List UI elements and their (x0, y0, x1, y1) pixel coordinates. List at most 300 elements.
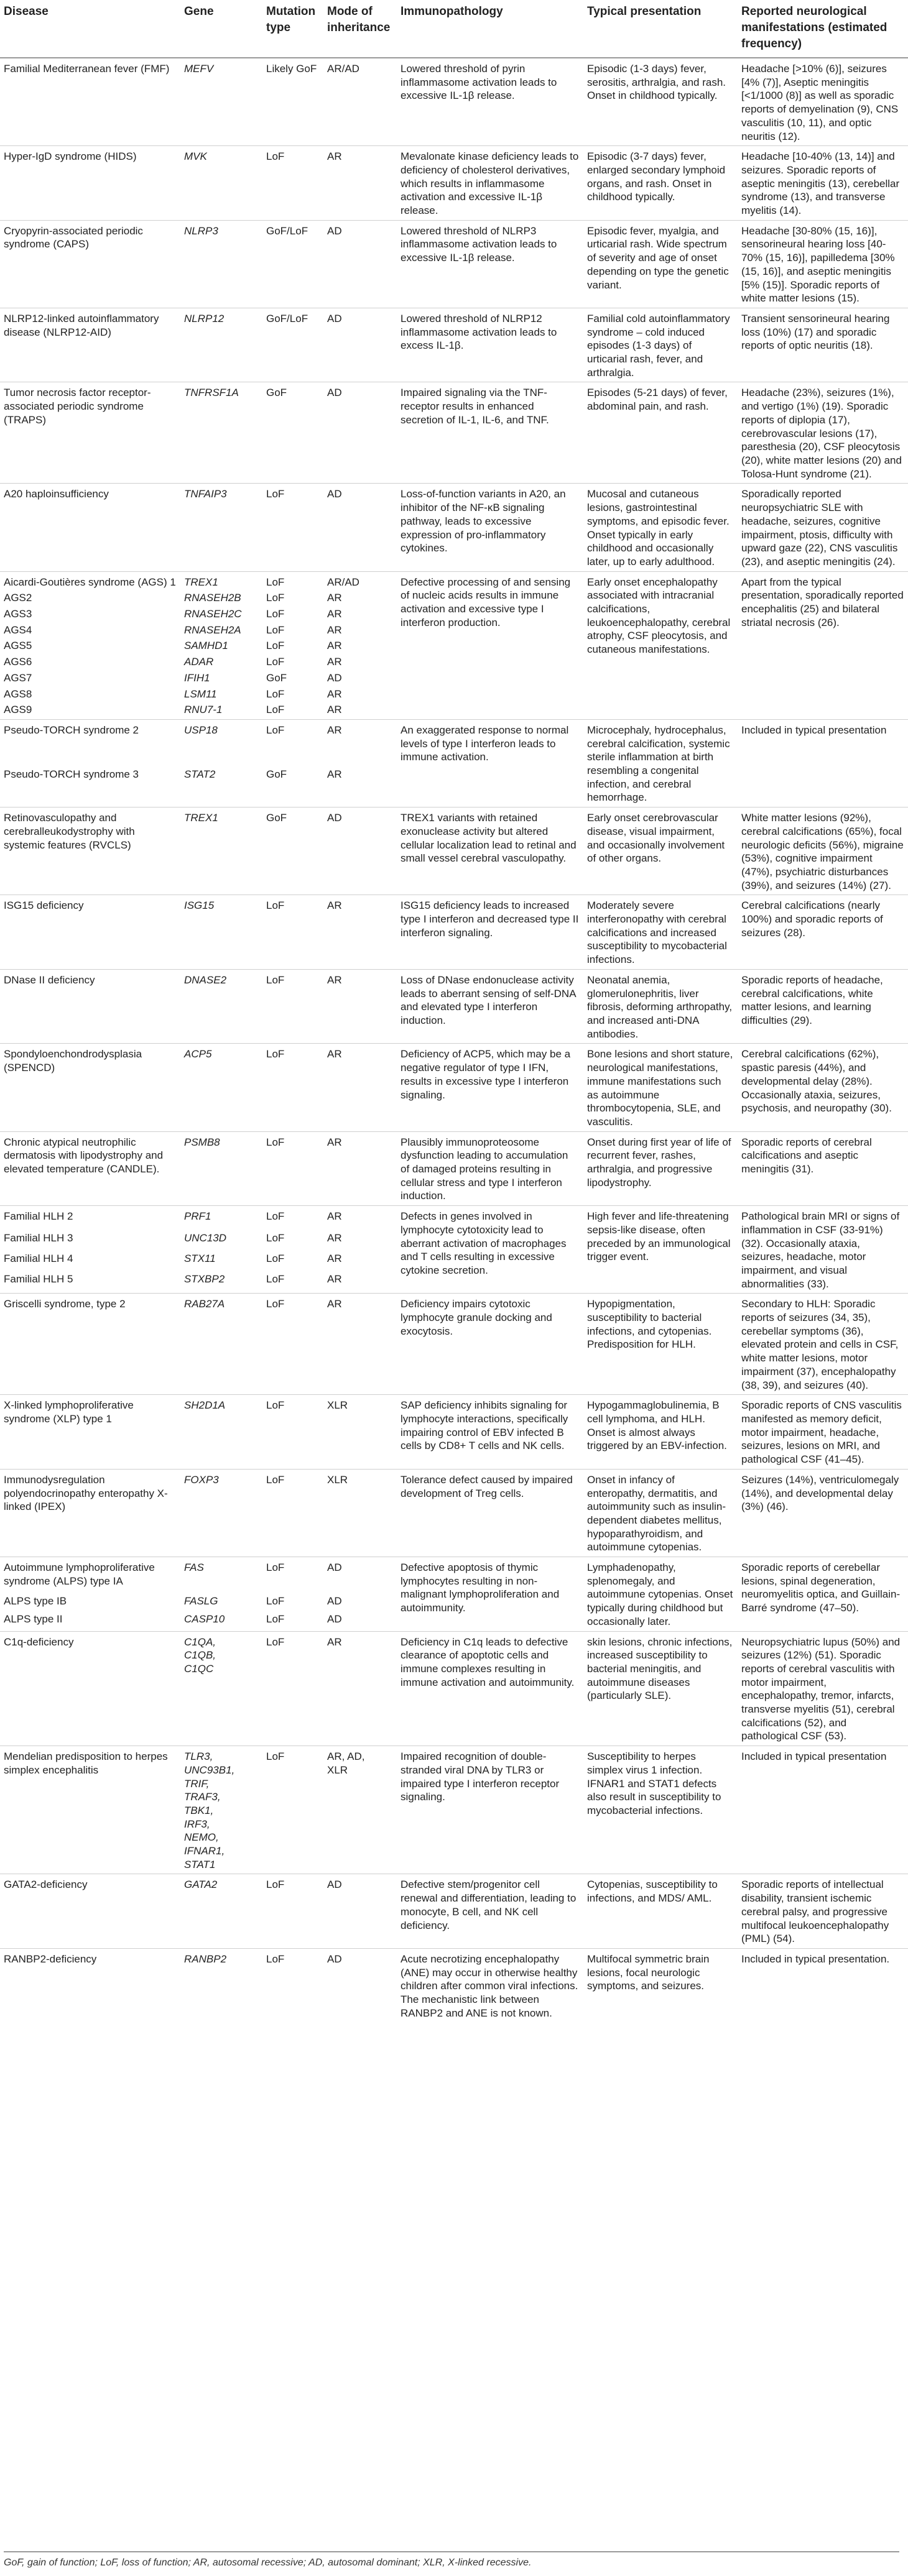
gene-cell-text: FAS (184, 1562, 204, 1574)
neuro-cell (738, 719, 908, 807)
presentation-cell (583, 1949, 738, 2023)
mutation-cell-text: LoF (266, 1953, 285, 1965)
inheritance-cell-text: AR (327, 1048, 342, 1060)
immunopathology-cell-text: Impaired recognition of double-stranded viral DNA by TLR3 or impaired type I interferon receptor signaling. (401, 1750, 560, 1803)
gene-cell-text: UNC93B1, (184, 1764, 235, 1776)
gene-cell-text: TRIF, (184, 1777, 210, 1790)
disease-cell-text: ALPS type II (4, 1613, 63, 1626)
mutation-cell (262, 719, 323, 768)
immunopathology-cell-text: Defects in genes involved in lymphocyte cytotoxicity lead to aberrant activation of macrophages and T cells resulting in excessive cytokine secretion. (401, 1210, 567, 1276)
presentation-cell (583, 1044, 738, 1131)
presentation-cell (583, 807, 738, 895)
gene-cell (180, 1044, 262, 1131)
inheritance-cell-text: AR (327, 1635, 342, 1648)
disease-cell (0, 1252, 180, 1272)
presentation-cell-text: Cytopenias, susceptibility to infections, and MDS/ AML. (587, 1879, 718, 1905)
mutation-cell-text: GoF (266, 768, 287, 781)
presentation-cell-text: Onset in infancy of enteropathy, dermatitis, and autoimmunity such as insulin-dependent diabetes mellitus, hypoparathyroidism, and autoimmune cytopenias. (587, 1473, 726, 1553)
disease-cell (0, 1631, 180, 1746)
gene-cell-text: RNASEH2C (184, 608, 242, 620)
presentation-cell-text: Episodic (3-7 days) fever, enlarged secondary lymphoid organs, and rash. Onset in childhood typically. (587, 150, 726, 203)
inheritance-cell (323, 382, 397, 484)
gene-cell (180, 1949, 262, 2023)
inheritance-cell (323, 1395, 397, 1470)
gene-cell-text: NLRP12 (184, 312, 225, 324)
inheritance-cell-text: AR (327, 973, 342, 986)
presentation-cell-text: Moderately severe interferonopathy with cerebral calcifications and increased susceptibility to mycobacterial infections. (587, 899, 727, 966)
immunopathology-cell (397, 308, 583, 382)
inheritance-cell-text: AR (327, 768, 342, 781)
disease-cell-text: Immunodysregulation polyendocrinopathy enteropathy X-linked (IPEX) (4, 1473, 168, 1513)
inheritance-cell (323, 1294, 397, 1395)
disease-cell-text: AGS3 (4, 608, 32, 620)
presentation-cell-text: Hypogammaglobulinemia, B cell lymphoma, and HLH. Onset is almost always triggered by an EBV-infection. (587, 1399, 727, 1452)
disease-cell-text: RANBP2-deficiency (4, 1953, 97, 1965)
disease-cell-text: ISG15 deficiency (4, 899, 84, 912)
immunopathology-cell (397, 1631, 583, 1746)
inheritance-cell (323, 768, 397, 807)
gene-cell-text: RANBP2 (184, 1953, 227, 1965)
inheritance-cell (323, 895, 397, 970)
inheritance-cell (323, 591, 397, 607)
presentation-cell (583, 1469, 738, 1557)
inheritance-cell-text: AD (327, 488, 342, 500)
mutation-cell (262, 591, 323, 607)
mutation-cell (262, 1949, 323, 2023)
immunopathology-cell-text: Defective processing of and sensing of nucleic acids results in immune activation and excessive type I interferon production. (401, 576, 571, 628)
gene-cell (180, 58, 262, 146)
gene-cell-text: TREX1 (184, 812, 218, 824)
mutation-cell (262, 768, 323, 807)
disease-cell (0, 688, 180, 704)
mutation-cell (262, 146, 323, 221)
mutation-cell (262, 1631, 323, 1746)
neuro-cell (738, 571, 908, 719)
mutation-cell (262, 308, 323, 382)
inheritance-cell-text: XLR (327, 1399, 348, 1412)
neuro-cell (738, 1044, 908, 1131)
immunopathology-cell-text: Lowered threshold of pyrin inflammasome activation leads to excessive IL-1β release. (401, 63, 557, 102)
table-row (0, 895, 908, 970)
immunopathology-cell (397, 1746, 583, 1874)
inheritance-cell (323, 1131, 397, 1206)
neuro-cell-text: Headache [10-40% (13, 14)] and seizures. Sporadic reports of aseptic meningitis (13), cerebellar syndrome (13), and transverse myelitis (14). (741, 150, 900, 217)
gene-cell-text: GATA2 (184, 1879, 218, 1891)
mutation-cell-text: LoF (266, 656, 285, 668)
neuro-cell-text: Cerebral calcifications (62%), spastic paresis (44%), and developmental delay (28%). Occasionally ataxia, seizures, psychosis, and neuropathy (30). (741, 1048, 892, 1115)
disease-cell (0, 1594, 180, 1612)
immunopathology-cell-text: Lowered threshold of NLRP12 inflammasome activation leads to excess IL-1β. (401, 312, 557, 352)
immunopathology-cell (397, 1874, 583, 1949)
disease-cell (0, 895, 180, 970)
disease-cell (0, 146, 180, 221)
inheritance-cell-text: AR (327, 899, 342, 912)
inheritance-cell-text: AR (327, 1210, 342, 1223)
immunopathology-cell-text: TREX1 variants with retained exonuclease activity but altered cellular localization lead to retinal and small vessel cerebral vasculopathy. (401, 812, 577, 865)
gene-cell (180, 571, 262, 591)
presentation-cell (583, 1557, 738, 1632)
mutation-cell-text: Likely GoF (266, 63, 317, 75)
presentation-cell (583, 382, 738, 484)
immunopathology-cell-text: Defective stem/progenitor cell renewal and differentiation, leading to monocyte, B cell, and NK cell deficiency. (401, 1879, 577, 1931)
inheritance-cell (323, 484, 397, 571)
disease-cell-text: Cryopyrin-associated periodic syndrome (CAPS) (4, 224, 143, 251)
inheritance-cell-text: AR (327, 1232, 342, 1244)
inheritance-cell (323, 969, 397, 1044)
mutation-cell-text: LoF (266, 1399, 285, 1412)
neuro-cell-text: Headache (23%), seizures (1%), and vertigo (1%) (19). Sporadic reports of diplopia (17), cerebrovascular lesions (17), paresthesia (20), CSF pleocytosis (20), white matter lesions (20) and Tolosa-Hunt syndrome (21). (741, 387, 902, 480)
gene-cell (180, 623, 262, 640)
mutation-cell (262, 1557, 323, 1595)
table-row (0, 969, 908, 1044)
gene-cell-text: TRAF3, (184, 1791, 221, 1803)
neuro-cell (738, 1469, 908, 1557)
immunopathology-cell-text: Mevalonate kinase deficiency leads to deficiency of cholesterol derivatives, which results in inflammasome activation and excessive IL-1β release. (401, 150, 579, 217)
immunopathology-cell-text: Acute necrotizing encephalopathy (ANE) may occur in otherwise healthy children after common viral infections. The mechanistic link between RANBP2 and ANE is not known. (401, 1953, 578, 2019)
gene-cell-text: FOXP3 (184, 1473, 219, 1486)
gene-cell (180, 768, 262, 807)
mutation-cell (262, 1044, 323, 1131)
disease-cell (0, 1557, 180, 1595)
inheritance-cell-text: AR (327, 1273, 342, 1286)
inheritance-cell (323, 1044, 397, 1131)
neuro-cell (738, 1631, 908, 1746)
gene-cell-text: TBK1, (184, 1804, 214, 1816)
disease-cell-text: NLRP12-linked autoinflammatory disease (NLRP12-AID) (4, 312, 159, 338)
immunopathology-cell (397, 807, 583, 895)
inheritance-cell-text: AR (327, 150, 342, 163)
disease-cell (0, 484, 180, 571)
disease-cell-text: Chronic atypical neutrophilic dermatosis with lipodystrophy and elevated temperature (CANDLE). (4, 1136, 164, 1175)
mutation-cell-text: LoF (266, 623, 285, 636)
inheritance-cell (323, 688, 397, 704)
inheritance-cell-text: AD (327, 387, 342, 399)
presentation-cell-text: Episodic (1-3 days) fever, serositis, arthralgia, and rash. Onset in childhood typically. (587, 63, 726, 102)
gene-cell-text: CASP10 (184, 1613, 225, 1626)
gene-cell-text: ACP5 (184, 1048, 212, 1060)
gene-cell (180, 1557, 262, 1595)
gene-cell (180, 639, 262, 655)
mutation-cell (262, 1746, 323, 1874)
mutation-cell (262, 639, 323, 655)
neuro-cell (738, 1395, 908, 1470)
table-row (0, 308, 908, 382)
gene-cell (180, 220, 262, 308)
neuro-cell-text: Apart from the typical presentation, sporadically reported encephalitis (25) and bilateral striatal necrosis (26). (741, 576, 904, 628)
disease-cell (0, 1206, 180, 1231)
disease-cell (0, 623, 180, 640)
neuro-cell (738, 146, 908, 221)
mutation-cell-text: LoF (266, 150, 285, 163)
gene-cell-text: NEMO, (184, 1831, 219, 1844)
header-typical-presentation: Typical presentation (583, 0, 738, 58)
disease-cell (0, 1131, 180, 1206)
disease-cell-text: Hyper-IgD syndrome (HIDS) (4, 150, 137, 163)
neuro-cell-text: Sporadically reported neuropsychiatric SLE with headache, seizures, cognitive impairment, ptosis, difficulty with upward gaze (22), CNS vasculitis (23), and aseptic meningitis (24). (741, 488, 898, 568)
immunopathology-cell (397, 1206, 583, 1294)
disease-cell (0, 719, 180, 768)
inheritance-cell-text: AD (327, 312, 342, 324)
disease-cell (0, 639, 180, 655)
inheritance-cell (323, 623, 397, 640)
mutation-cell (262, 807, 323, 895)
inheritance-cell-text: XLR (327, 1473, 348, 1486)
gene-cell (180, 1231, 262, 1252)
gene-cell (180, 895, 262, 970)
disease-cell-text: Familial Mediterranean fever (FMF) (4, 63, 170, 75)
mutation-cell (262, 623, 323, 640)
mutation-cell-text: LoF (266, 1635, 285, 1648)
gene-cell (180, 1206, 262, 1231)
table-footnote: GoF, gain of function; LoF, loss of function; AR, autosomal recessive; AD, autosomal dominant; XLR, X-linked recessive. (4, 2551, 899, 2569)
inheritance-cell-text: AR (327, 608, 342, 620)
table-row (0, 1557, 908, 1595)
disease-cell (0, 308, 180, 382)
table-row (0, 719, 908, 768)
table-row (0, 807, 908, 895)
inheritance-cell-text: AR (327, 623, 342, 636)
presentation-cell-text: Microcephaly, hydrocephalus, cerebral calcification, systemic sterile inflammation at birth resembling a congenital infection, and cerebral hemorrhage. (587, 724, 730, 804)
gene-cell (180, 1252, 262, 1272)
mutation-cell (262, 1252, 323, 1272)
immunopathology-cell-text: Tolerance defect caused by impaired development of Treg cells. (401, 1473, 573, 1499)
presentation-cell (583, 1206, 738, 1294)
mutation-cell-text: LoF (266, 1595, 285, 1608)
disease-cell (0, 607, 180, 623)
disease-cell-text: DNase II deficiency (4, 973, 95, 986)
presentation-cell-text: Susceptibility to herpes simplex virus 1 infection. IFNAR1 and STAT1 defects also result in susceptibility to mycobacterial infections. (587, 1750, 721, 1816)
gene-cell-text: PSMB8 (184, 1136, 220, 1148)
disease-cell-text: Familial HLH 3 (4, 1232, 73, 1244)
gene-cell (180, 308, 262, 382)
presentation-cell-text: Mucosal and cutaneous lesions, gastrointestinal symptoms, and episodic fever. Onset typically in early childhood and occasionally later, up to early adulthood. (587, 488, 730, 568)
neuro-cell (738, 220, 908, 308)
presentation-cell (583, 1631, 738, 1746)
neuro-cell-text: Included in typical presentation (741, 724, 887, 736)
presentation-cell-text: Neonatal anemia, glomerulonephritis, liver fibrosis, deforming arthropathy, and increased anti-DNA antibodies. (587, 973, 733, 1040)
neuro-cell-text: Cerebral calcifications (nearly 100%) and sporadic reports of seizures (28). (741, 899, 883, 939)
mutation-cell-text: LoF (266, 640, 285, 652)
inheritance-cell (323, 1272, 397, 1294)
presentation-cell-text: Episodes (5-21 days) of fever, abdominal pain, and rash. (587, 387, 728, 413)
disease-cell (0, 1231, 180, 1252)
gene-cell-text: SH2D1A (184, 1399, 226, 1412)
gene-cell-text: RNU7-1 (184, 704, 223, 716)
disease-cell-text: AGS4 (4, 623, 32, 636)
mutation-cell-text: LoF (266, 1750, 285, 1763)
presentation-cell (583, 1874, 738, 1949)
gene-cell-text: USP18 (184, 724, 218, 736)
mutation-cell (262, 484, 323, 571)
gene-cell (180, 1395, 262, 1470)
neuro-cell-text: Secondary to HLH: Sporadic reports of seizures (34, 35), cerebellar symptoms (36), elevated protein and cells in CSF, white matter lesions, motor impairment (37), encephalopathy (38, 39), and seizures (40). (741, 1298, 899, 1391)
mutation-cell (262, 895, 323, 970)
gene-cell-text: STXBP2 (184, 1273, 225, 1286)
gene-cell-text: IFIH1 (184, 671, 210, 684)
inheritance-cell (323, 1206, 397, 1231)
immunopathology-cell-text: Impaired signaling via the TNF-receptor results in enhanced secretion of IL-1, IL-6, and TNF. (401, 387, 549, 426)
disease-cell (0, 571, 180, 591)
presentation-cell (583, 58, 738, 146)
immunopathology-cell (397, 571, 583, 719)
mutation-cell-text: GoF (266, 387, 287, 399)
neuro-cell-text: Headache [>10% (6)], seizures [4% (7)], Aseptic meningitis [<1/1000 (8)] as well as sporadic reports of demyelination (9), CNS vasculitis (10, 11), and optic neuritis (12). (741, 63, 899, 142)
disease-cell (0, 1746, 180, 1874)
gene-cell (180, 1294, 262, 1395)
inheritance-cell-text: AR, AD, (327, 1750, 365, 1763)
disease-cell (0, 655, 180, 671)
inheritance-cell-text: AR (327, 1253, 342, 1265)
inheritance-cell (323, 1949, 397, 2023)
inheritance-cell-text: AR (327, 640, 342, 652)
mutation-cell (262, 1469, 323, 1557)
gene-cell (180, 807, 262, 895)
disease-cell (0, 969, 180, 1044)
disease-cell (0, 382, 180, 484)
inheritance-cell (323, 308, 397, 382)
mutation-cell (262, 1131, 323, 1206)
presentation-cell (583, 146, 738, 221)
disease-cell (0, 768, 180, 807)
gene-cell-text: TNFRSF1A (184, 387, 239, 399)
disease-cell-text: GATA2-deficiency (4, 1879, 88, 1891)
mutation-cell (262, 1395, 323, 1470)
header-mode-of-inheritance: Mode of inheritance (323, 0, 397, 58)
immunopathology-cell (397, 382, 583, 484)
neuro-cell (738, 895, 908, 970)
disease-cell-text: ALPS type IB (4, 1595, 67, 1608)
gene-cell-text: RNASEH2B (184, 592, 241, 604)
gene-cell (180, 969, 262, 1044)
neuro-cell (738, 1131, 908, 1206)
inheritance-cell (323, 1612, 397, 1631)
disease-cell (0, 58, 180, 146)
disease-cell-text: Familial HLH 4 (4, 1253, 73, 1265)
disease-cell (0, 220, 180, 308)
presentation-cell (583, 895, 738, 970)
inheritance-cell (323, 220, 397, 308)
disease-cell-text: Mendelian predisposition to herpes simplex encephalitis (4, 1750, 168, 1776)
neuro-cell-text: Neuropsychiatric lupus (50%) and seizures (12%) (51). Sporadic reports of cerebral vasculitis with motor impairment, encephalopathy, tremor, infarcts, transverse myelitis (51), cerebral calcifications (52), and pathological CSF (53). (741, 1635, 901, 1742)
immunopathology-cell (397, 220, 583, 308)
immunopathology-cell (397, 969, 583, 1044)
inheritance-cell-text: AD (327, 1879, 342, 1891)
immunopathology-cell-text: Plausibly immunoproteosome dysfunction leading to accumulation of damaged proteins resulting in cellular stress and type I interferon induction. (401, 1136, 568, 1202)
table-row (0, 1131, 908, 1206)
mutation-cell-text: LoF (266, 1273, 285, 1286)
inheritance-cell-text: AD (327, 1595, 342, 1608)
presentation-cell (583, 1746, 738, 1874)
mutation-cell (262, 1612, 323, 1631)
presentation-cell-text: Episodic fever, myalgia, and urticarial rash. Wide spectrum of severity and age of onset depending on type the genetic variant. (587, 224, 729, 291)
gene-cell (180, 1631, 262, 1746)
gene-cell (180, 671, 262, 688)
immunopathology-cell (397, 146, 583, 221)
inheritance-cell-text: AD (327, 812, 342, 824)
immunopathology-cell (397, 1557, 583, 1632)
disease-cell (0, 807, 180, 895)
inheritance-cell-text: AD (327, 1562, 342, 1574)
gene-cell (180, 382, 262, 484)
disease-cell (0, 1469, 180, 1557)
disease-cell (0, 1874, 180, 1949)
gene-cell-text: NLRP3 (184, 224, 218, 237)
gene-cell-text: TLR3, (184, 1750, 213, 1763)
disease-cell-text: AGS7 (4, 671, 32, 684)
gene-cell-text: UNC13D (184, 1232, 227, 1244)
mutation-cell-text: LoF (266, 1253, 285, 1265)
immunopathology-cell-text: Loss-of-function variants in A20, an inhibitor of the NF-κB signaling pathway, leads to excessive expression of pro-inflammatory cytokines. (401, 488, 566, 554)
mutation-cell-text: GoF/LoF (266, 224, 308, 237)
presentation-cell-text: Multifocal symmetric brain lesions, focal neurologic symptoms, and seizures. (587, 1953, 710, 1992)
immunopathology-cell (397, 1395, 583, 1470)
inheritance-cell (323, 1594, 397, 1612)
mutation-cell (262, 1594, 323, 1612)
disease-cell-text: AGS5 (4, 640, 32, 652)
gene-cell-text: STX11 (184, 1253, 216, 1265)
table-row (0, 571, 908, 591)
presentation-cell-text: Familial cold autoinflammatory syndrome – cold induced episodes (1-3 days) of urticarial rash, fever, and arthralgia. (587, 312, 730, 379)
immunopathology-cell (397, 1131, 583, 1206)
gene-cell-text: RNASEH2A (184, 623, 241, 636)
disease-cell-text: AGS2 (4, 592, 32, 604)
presentation-cell (583, 484, 738, 571)
header-neurological-manifestations: Reported neurological manifestations (estimated frequency) (738, 0, 908, 58)
gene-cell (180, 1612, 262, 1631)
presentation-cell (583, 308, 738, 382)
gene-cell (180, 1131, 262, 1206)
header-row (0, 0, 908, 58)
gene-cell-text: ISG15 (184, 899, 215, 912)
table-row (0, 1874, 908, 1949)
neuro-cell-text: Included in typical presentation (741, 1750, 887, 1763)
mutation-cell-text: GoF (266, 812, 287, 824)
inheritance-cell-text: AR (327, 1136, 342, 1148)
mutation-cell-text: LoF (266, 608, 285, 620)
immunopathology-cell-text: Defective apoptosis of thymic lymphocytes resulting in non-malignant lymphoproliferation and autoimmunity. (401, 1562, 560, 1614)
gene-cell-text: C1QB, (184, 1649, 216, 1662)
mutation-cell (262, 655, 323, 671)
mutation-cell (262, 382, 323, 484)
neuro-cell-text: Headache [30-80% (15, 16)], sensorineural hearing loss [40-70% (15, 16)], papilledema [30% (15, 16)], and aseptic meningitis [5% (15)]. Sporadic reports of white matter lesions (15). (741, 224, 895, 305)
mutation-cell-text: LoF (266, 1562, 285, 1574)
gene-cell-text: MVK (184, 150, 207, 163)
disease-cell-text: Familial HLH 5 (4, 1273, 73, 1286)
gene-cell (180, 1874, 262, 1949)
inheritance-cell (323, 1231, 397, 1252)
immunopathology-cell-text: ISG15 deficiency leads to increased type I interferon and decreased type II interferon signaling. (401, 899, 579, 939)
mutation-cell (262, 969, 323, 1044)
neuro-cell (738, 1949, 908, 2023)
mutation-cell-text: GoF (266, 671, 287, 684)
mutation-cell (262, 688, 323, 704)
table-row (0, 58, 908, 146)
neuro-cell (738, 382, 908, 484)
gene-cell (180, 591, 262, 607)
mutation-cell-text: LoF (266, 899, 285, 912)
inheritance-cell (323, 1874, 397, 1949)
mutation-cell-text: GoF/LoF (266, 312, 308, 324)
presentation-cell-text: skin lesions, chronic infections, increased susceptibility to bacterial meningitis, and autoimmune diseases (particularly SLE). (587, 1635, 733, 1702)
header-mutation-type: Mutation type (262, 0, 323, 58)
neuro-cell-text: Included in typical presentation. (741, 1953, 890, 1965)
immunopathology-cell-text: An exaggerated response to normal levels of type I interferon leads to immune activation. (401, 724, 569, 763)
table-row (0, 1395, 908, 1470)
presentation-cell (583, 571, 738, 719)
disease-cell (0, 1949, 180, 2023)
gene-cell-text: STAT1 (184, 1858, 216, 1870)
inheritance-cell-text: AD (327, 671, 342, 684)
